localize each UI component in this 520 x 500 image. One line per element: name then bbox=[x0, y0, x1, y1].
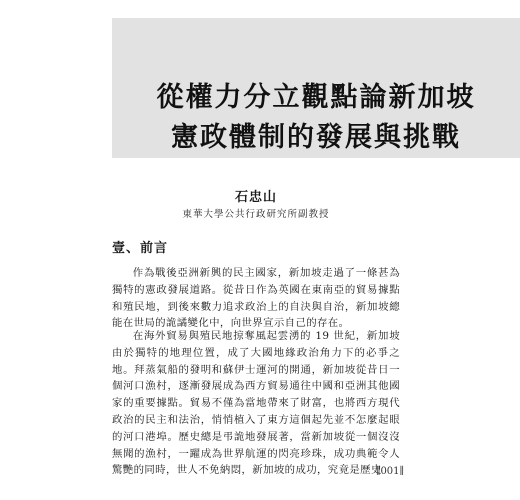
author-affiliation: 東華大學公共行政研究所副教授 bbox=[182, 209, 330, 220]
title-line-1: 從權力分立觀點論新加坡 bbox=[156, 82, 476, 113]
author-name: 石忠山 bbox=[234, 190, 277, 205]
page-number: ∥001∥ bbox=[375, 466, 405, 477]
title-line-2: 憲政體制的發展與挑戰 bbox=[171, 122, 461, 153]
section-heading: 壹、前言 bbox=[112, 241, 169, 256]
paragraph-2: 在海外貿易與殖民地掠奪風起雲湧的 19 世紀，新加坡由於獨特的地理位置，成了大國地緣政治角力下的必爭之地。拜蒸氣船的發明和蘇伊士運河的開通，新加坡從昔日一個河口漁村，逐漸發展成為西方貿易通往中國和亞洲其他國家的重要據點。貿易不僅為當地帶來了財富，也將西方現代政治的民主和法治，悄悄植入了東方這個起先並不怎麼起眼的河口港埠。歷史總是弔詭地發展著，當新加坡從一個沒沒無聞的漁村，一躍成為世界航運的閃亮珍珠，成功典範令人驚艷的同時，世人不免納悶，新加坡的成功，究竟是歷史 bbox=[112, 330, 400, 477]
paragraph-1: 作為戰後亞洲新興的民主國家，新加坡走過了一條甚為獨特的憲政發展道路。從昔日作為英國在東南亞的貿易據點和殖民地，到後來數力追求政治上的自決與自治，新加坡總能在世局的詭譎變化中，向世界宣示自己的存在。 bbox=[112, 267, 400, 330]
